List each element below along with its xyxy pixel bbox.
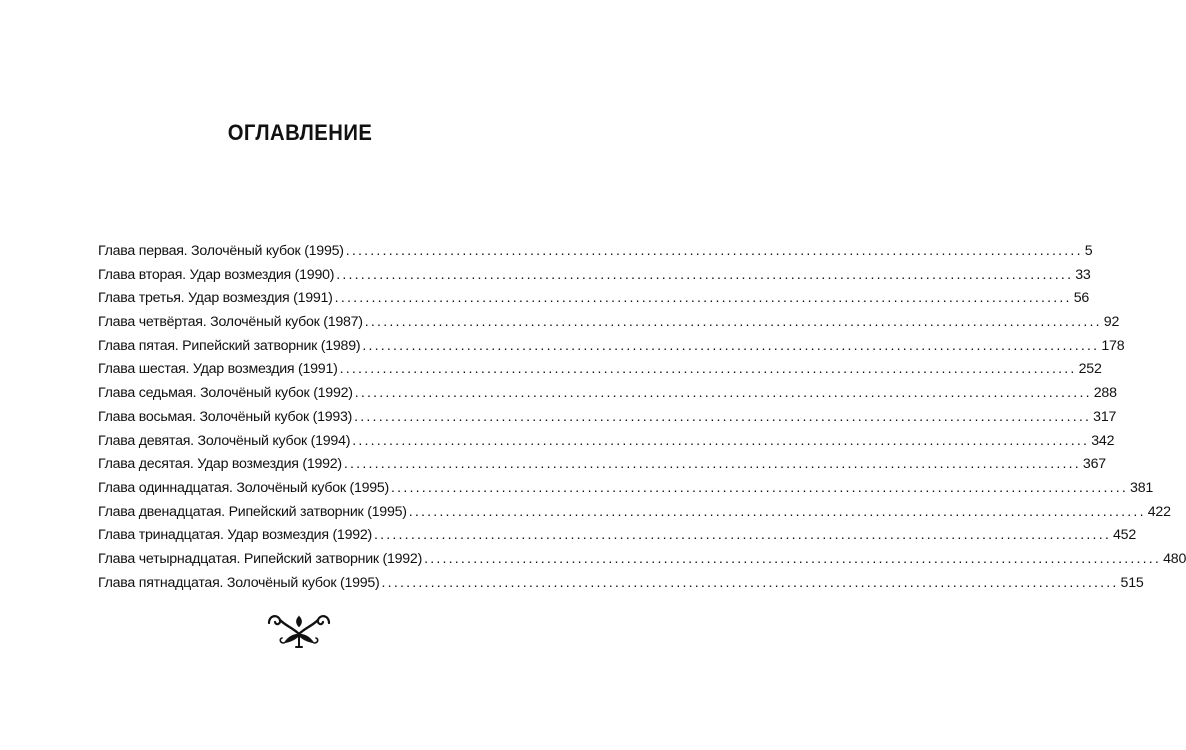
- toc-entry-title: Глава первая. Золочёный кубок (1995): [98, 243, 344, 259]
- toc-entry-title: Глава пятнадцатая. Золочёный кубок (1995): [98, 574, 380, 591]
- toc-entry-page: 56: [1073, 290, 1090, 307]
- leader-dots: ........................................................................................................................: [345, 243, 1083, 259]
- toc-entry-title: Глава четырнадцатая. Рипейский затворник (1992): [98, 550, 423, 567]
- toc-entry-page: 5: [1084, 243, 1093, 259]
- toc-entry: [98, 335, 1125, 359]
- toc-entry-page: 480: [1163, 550, 1186, 567]
- toc-entry-title: Глава восьмая. Золочёный кубок (1993): [98, 408, 353, 425]
- leader-dots: ........................................................................................................................: [391, 479, 1129, 496]
- toc-entry: [98, 501, 1171, 525]
- toc-entry-page: 178: [1101, 337, 1125, 354]
- toc-entry: [98, 240, 1093, 264]
- toc-entry-page: 422: [1147, 503, 1171, 520]
- leader-dots: ........................................................................................................................: [373, 527, 1111, 544]
- toc-entry-title: Глава седьмая. Золочёный кубок (1992): [98, 385, 353, 402]
- leader-dots: ........................................................................................................................: [364, 314, 1102, 331]
- leader-dots: ........................................................................................................................: [339, 361, 1077, 378]
- toc-entry-title: Глава девятая. Золочёный кубок (1994): [98, 432, 351, 449]
- toc-entry: [98, 430, 1115, 454]
- toc-entry: [98, 548, 1186, 572]
- toc-entry: [98, 264, 1091, 288]
- toc-entry-page: 381: [1130, 479, 1154, 496]
- toc-entry: [98, 358, 1102, 382]
- toc-entry-page: 92: [1103, 314, 1120, 331]
- toc-entry-title: Глава десятая. Удар возмездия (1992): [98, 456, 342, 473]
- toc-entry: [98, 453, 1106, 477]
- toc-entry: [98, 524, 1137, 548]
- toc-entry: [98, 287, 1090, 311]
- toc-entry-page: 515: [1120, 574, 1144, 591]
- fleuron-icon: [266, 610, 332, 650]
- toc-entry-title: Глава двенадцатая. Рипейский затворник (1995): [98, 503, 407, 520]
- toc-entry-page: 367: [1082, 456, 1106, 473]
- toc-entry: [98, 477, 1154, 501]
- leader-dots: ........................................................................................................................: [424, 550, 1162, 567]
- toc-entry-title: Глава шестая. Удар возмездия (1991): [98, 361, 338, 378]
- leader-dots: ........................................................................................................................: [408, 503, 1146, 520]
- toc-entry: [98, 572, 1144, 596]
- toc-entry-page: 252: [1078, 361, 1102, 378]
- toc-entry-title: Глава пятая. Рипейский затворник (1989): [98, 337, 361, 354]
- toc-entry-title: Глава одиннадцатая. Золочёный кубок (1995): [98, 479, 390, 496]
- toc-entry-page: 342: [1091, 432, 1115, 449]
- leader-dots: ........................................................................................................................: [354, 408, 1092, 425]
- toc-entry-page: 317: [1093, 408, 1117, 425]
- leader-dots: ........................................................................................................................: [381, 574, 1119, 591]
- leader-dots: ........................................................................................................................: [362, 337, 1100, 354]
- toc-entry-title: Глава четвёртая. Золочёный кубок (1987): [98, 314, 363, 331]
- page-title: ОГЛАВЛЕНИЕ: [227, 120, 373, 145]
- toc-entry-title: Глава третья. Удар возмездия (1991): [98, 290, 333, 307]
- toc-entry-title: Глава тринадцатая. Удар возмездия (1992): [98, 527, 372, 544]
- toc-entry-page: 452: [1112, 527, 1137, 544]
- toc-entry-title: Глава вторая. Удар возмездия (1990): [98, 266, 335, 283]
- leader-dots: ........................................................................................................................: [336, 266, 1074, 283]
- toc-entry-page: 33: [1075, 266, 1091, 283]
- toc-entry: [98, 382, 1117, 406]
- toc-entry: [98, 311, 1120, 335]
- leader-dots: ........................................................................................................................: [354, 385, 1092, 402]
- leader-dots: ........................................................................................................................: [334, 290, 1072, 307]
- leader-dots: ........................................................................................................................: [352, 432, 1090, 449]
- leader-dots: ........................................................................................................................: [343, 456, 1081, 473]
- toc-entry: [98, 406, 1117, 430]
- table-of-contents: [98, 240, 1186, 595]
- toc-entry-page: 288: [1093, 385, 1117, 402]
